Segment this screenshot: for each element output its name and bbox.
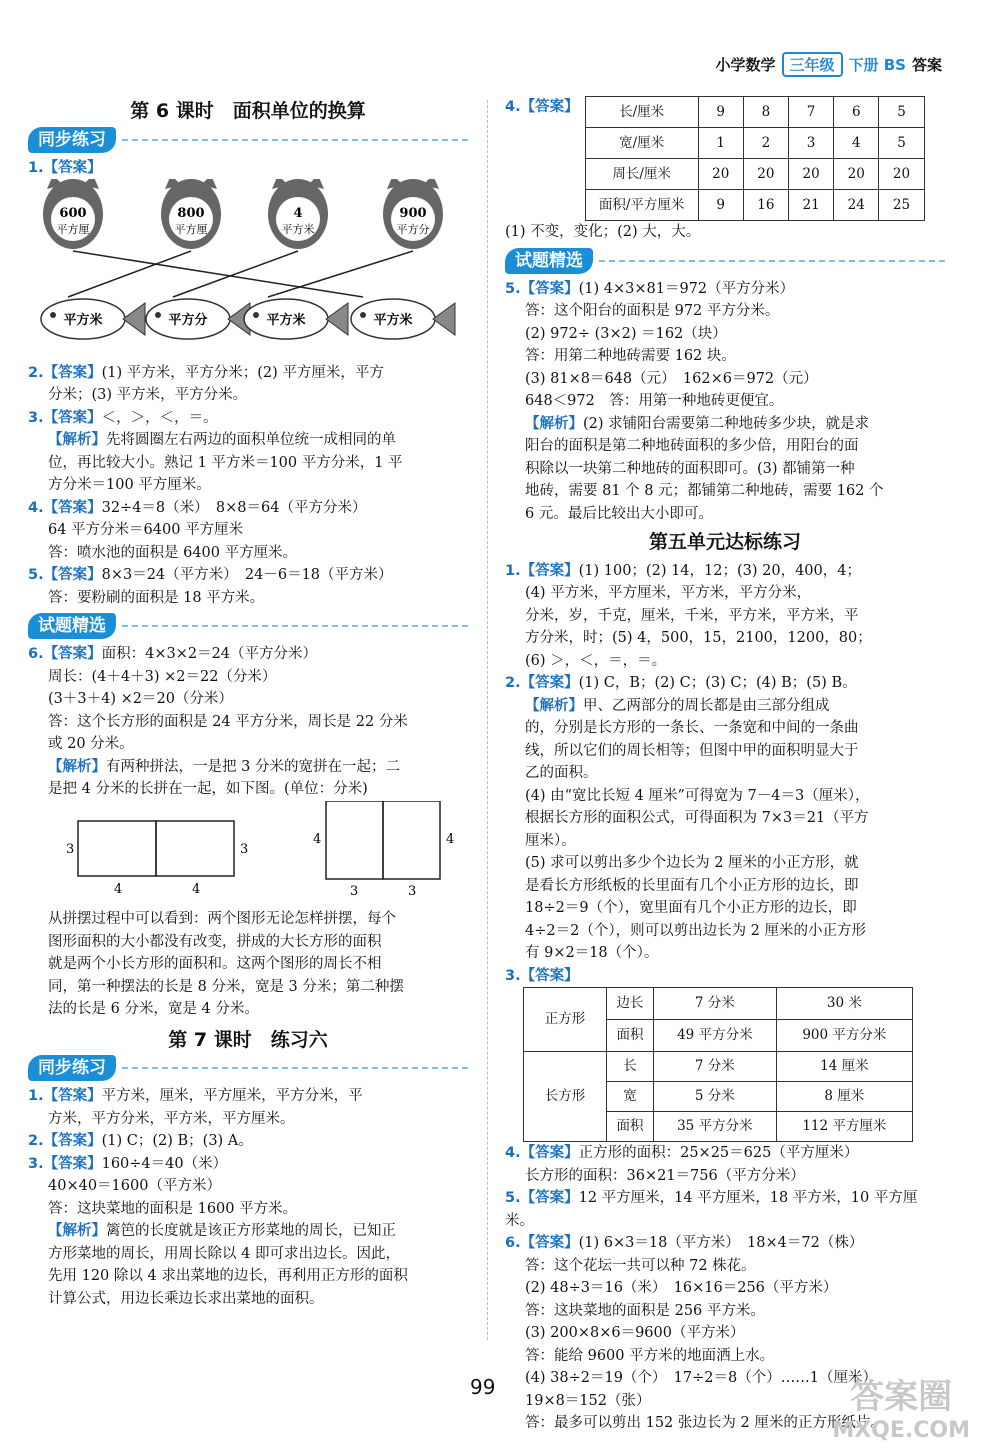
svg-text:800: 800 <box>177 206 205 221</box>
q1-label: 1.【答案】 <box>28 159 102 176</box>
cat-1 <box>43 179 103 249</box>
banner-sync-2: 同步练习 <box>28 1053 468 1083</box>
table-cell: 6 <box>834 97 879 128</box>
header-volume: 下册 BS <box>848 56 906 74</box>
table-cell: 16 <box>743 190 788 221</box>
svg-text:3: 3 <box>350 883 359 899</box>
watermark-logo: 答案圈 MXQE.COM <box>832 1377 970 1443</box>
table-cell: 1 <box>698 128 743 159</box>
lesson-title-7: 第 7 课时 练习六 <box>168 1028 328 1051</box>
q4-label: 4.【答案】 <box>505 99 579 115</box>
fish-3 <box>244 299 348 339</box>
table-cell: 20 <box>788 159 833 190</box>
cat-4 <box>383 179 443 249</box>
unit-title: 第五单元达标练习 <box>648 531 801 553</box>
svg-text:4: 4 <box>114 881 123 897</box>
svg-text:平方米: 平方米 <box>266 313 306 328</box>
svg-text:平方厘: 平方厘 <box>174 223 208 236</box>
header-subject: 小学数学 <box>715 56 776 74</box>
right-column: 4.【答案】 长/厘米 9 8 7 6 5 宽/厘米 1 2 3 4 5 周长/厘米 20 20 20 20 20 面积/平方厘米 9 16 21 24 25 (1) 不变，变化；(2) 大，大。 试题精选 5.【答案】(1) 4×3×81＝972（平方分米） 答：这个阳台的面积是 972 平方分米。 (2) 972÷ (3×2) ＝162（块） 答：用第二种地砖需要 162 块。 (3) 81×8＝648（元） 162×6＝972（元） 648＜972 答：用第一种地砖更便宜。 【解析】(2) 求铺阳台需要第二种地砖多少块，就是求 阳台的面积是第二种地砖面积的多少倍，用阳台的面 积除以一块第二种地砖的面积即可。(3) 都铺第一种 地砖，需要 81 个 8 元；都铺第二种地砖，需要 162 个 6 元。最后比较出大小即可。 第五单元达标练习 1.【答案】(1) 100；(2) 14，12；(3) 20，400，4； (4) 平方米，平方厘米，平方米，平方分米， 分米，岁，千克，厘米，千米，平方米，平方米，平 方分米，时；(5) 4，500，15，2100，1200，80； (6) ＞，＜，＝，＝。 2.【答案】(1) C，B；(2) C；(3) C；(4) B；(5) B。 【解析】甲、乙两部分的周长都是由三部分组成 的，分别是长方形的一条长、一条宽和中间的一条曲 线，所以它们的周长相等；但图中甲的面积明显大于 乙的面积。 (4) 由“宽比长短 4 厘米”可得宽为 7－4＝3（厘米）， 根据长方形的面积公式，可得面积为 7×3＝21（平方 厘米）。 (5) 求可以剪出多少个边长为 2 厘米的小正方形，就 是看长方形纸板的长里面有几个小正方形的边长，即 18÷2＝9（个），宽里面有几个小正方形的边长，即 4÷2＝2（个），则可以剪出边长为 2 厘米的小正方形 有 9×2＝18（个）。 3.【答案】 正方形 边长 7 分米 30 米 面积 49 平方分米 900 平方分米 长方形 长 7 分米 14 厘米 宽 5 分米 8 厘米 面积 35 平方分米 112 平方厘米 4.【答案】正方形的面积：25×25＝625（平方厘米） 长方形的面积：36×21＝756（平方分米） 5.【答案】12 平方厘米，14 平方厘米，18 平方米，10 平方厘米。 6.【答案】(1) 6×3＝18（平方米） 18×4＝72（株） 答：这个花坛一共可以种 72 株花。 (2) 48÷3＝16（米） 16×16＝256（平方米） 答：这块菜地的面积是 256 平方米。 (3) 200×8×6＝9600（平方米） 答：能给 9600 平方米的地面洒上水。 (4) 38÷2＝19（个） 17÷2＝8（个）……1（厘米） 19×8＝152（张） 答：最多可以剪出 152 张边长为 2 厘米的正方形纸片。 <box>505 96 945 1435</box>
column-divider <box>487 100 489 1340</box>
fish-1 <box>41 299 145 339</box>
table-cell: 25 <box>879 190 924 221</box>
svg-text:平方分: 平方分 <box>396 223 430 236</box>
header-section: 答案 <box>911 56 942 74</box>
svg-text:平方米: 平方米 <box>373 313 413 328</box>
svg-text:4: 4 <box>192 881 201 897</box>
cat-3 <box>268 179 328 249</box>
table-cell: 4 <box>834 128 879 159</box>
fish-4 <box>351 299 455 339</box>
table-cell: 20 <box>743 159 788 190</box>
table-cell: 3 <box>788 128 833 159</box>
svg-text:600: 600 <box>59 206 87 221</box>
table-cell: 5 <box>879 128 924 159</box>
table-cell: 20 <box>879 159 924 190</box>
svg-text:4: 4 <box>293 206 303 221</box>
banner-select-2: 试题精选 <box>505 246 945 276</box>
table-cell: 20 <box>834 159 879 190</box>
table-cell: 8 <box>743 97 788 128</box>
shape-table: 正方形 边长 7 分米 30 米 面积 49 平方分米 900 平方分米 长方形 长 7 分米 14 厘米 宽 5 分米 8 厘米 面积 35 平方分米 112 平方厘米 <box>523 987 913 1142</box>
table-cell: 面积/平方厘米 <box>585 190 698 221</box>
page-header <box>715 52 942 77</box>
table-cell: 5 <box>879 97 924 128</box>
svg-text:3: 3 <box>408 883 417 899</box>
table-cell: 21 <box>788 190 833 221</box>
table-cell: 宽/厘米 <box>585 128 698 159</box>
header-grade: 三年级 <box>782 52 843 77</box>
page-number: 99 <box>470 1375 496 1399</box>
svg-text:平方厘: 平方厘 <box>56 223 90 236</box>
lesson-title-6: 第 6 课时 面积单位的换算 <box>130 100 366 122</box>
svg-text:3: 3 <box>66 841 75 857</box>
cat-2 <box>161 179 221 249</box>
table-cell: 20 <box>698 159 743 190</box>
table-cell: 7 <box>788 97 833 128</box>
svg-text:平方米: 平方米 <box>281 223 315 236</box>
banner-sync-1: 同步练习 <box>28 125 468 155</box>
svg-text:4: 4 <box>446 831 455 847</box>
arrangement-figure <box>28 801 468 901</box>
table-cell: 24 <box>834 190 879 221</box>
banner-select-1: 试题精选 <box>28 611 468 641</box>
rect-table <box>585 96 925 221</box>
svg-text:平方分: 平方分 <box>168 313 208 328</box>
table-cell: 9 <box>698 97 743 128</box>
table-cell: 2 <box>743 128 788 159</box>
svg-text:4: 4 <box>313 831 322 847</box>
svg-text:900: 900 <box>399 206 427 221</box>
table-cell: 9 <box>698 190 743 221</box>
svg-text:3: 3 <box>240 841 249 857</box>
svg-text:平方米: 平方米 <box>63 313 103 328</box>
table-cell: 长/厘米 <box>585 97 698 128</box>
table-cell: 周长/厘米 <box>585 159 698 190</box>
fish-2 <box>146 299 250 339</box>
left-column: 第 6 课时 面积单位的换算 同步练习 1.【答案】 600 平方厘 800 平方厘 4 平方米 900 平方分 平方米 平方分 平方米 平方米 2.【答案】(1) 平方米，平方分米；(2) 平方厘米，平方 分米；(3) 平方米，平方分米。 3.【答案】＜，＞，＜，＝。 【解析】先将圆圈左右两边的面积单位统一成相同的单 位，再比较大小。熟记 1 平方米＝100 平方分米，1 平 方分米＝100 平方厘米。 4.【答案】32÷4＝8（米） 8×8＝64（平方分米） 64 平方分米＝6400 平方厘米 答：喷水池的面积是 6400 平方厘米。 5.【答案】8×3＝24（平方米） 24－6＝18（平方米） 答：要粉刷的面积是 18 平方米。 试题精选 6.【答案】面积：4×3×2＝24（平方分米） 周长：(4＋4＋3) ×2＝22（分米） (3＋3＋4) ×2＝20（分米） 答：这个长方形的面积是 24 平方分米，周长是 22 分米 或 20 分米。 【解析】有两种拼法，一是把 3 分米的宽拼在一起；二 是把 4 分米的长拼在一起，如下图。(单位：分米) 3 3 4 4 4 4 3 3 从拼摆过程中可以看到：两个图形无论怎样拼摆，每个 图形面积的大小都没有改变，拼成的大长方形的面积 就是两个小长方形的面积和。这两个图形的周长不相 同，第一种摆法的长是 8 分米，宽是 3 分米；第二种摆 法的长是 6 分米，宽是 4 分米。 第 7 课时 练习六 同步练习 1.【答案】平方米，厘米，平方厘米，平方分米，平 方米，平方分米，平方米，平方厘米。 2.【答案】(1) C；(2) B；(3) A。 3.【答案】160÷4＝40（米） 40×40＝1600（平方米） 答：这块菜地的面积是 1600 平方米。 【解析】篱笆的长度就是该正方形菜地的周长，已知正 方形菜地的周长，用周长除以 4 即可求出边长。因此， 先用 120 除以 4 求出菜地的边长，再利用正方形的面积 计算公式，用边长乘边长求出菜地的面积。 <box>28 100 468 1310</box>
matching-figure <box>28 179 468 354</box>
